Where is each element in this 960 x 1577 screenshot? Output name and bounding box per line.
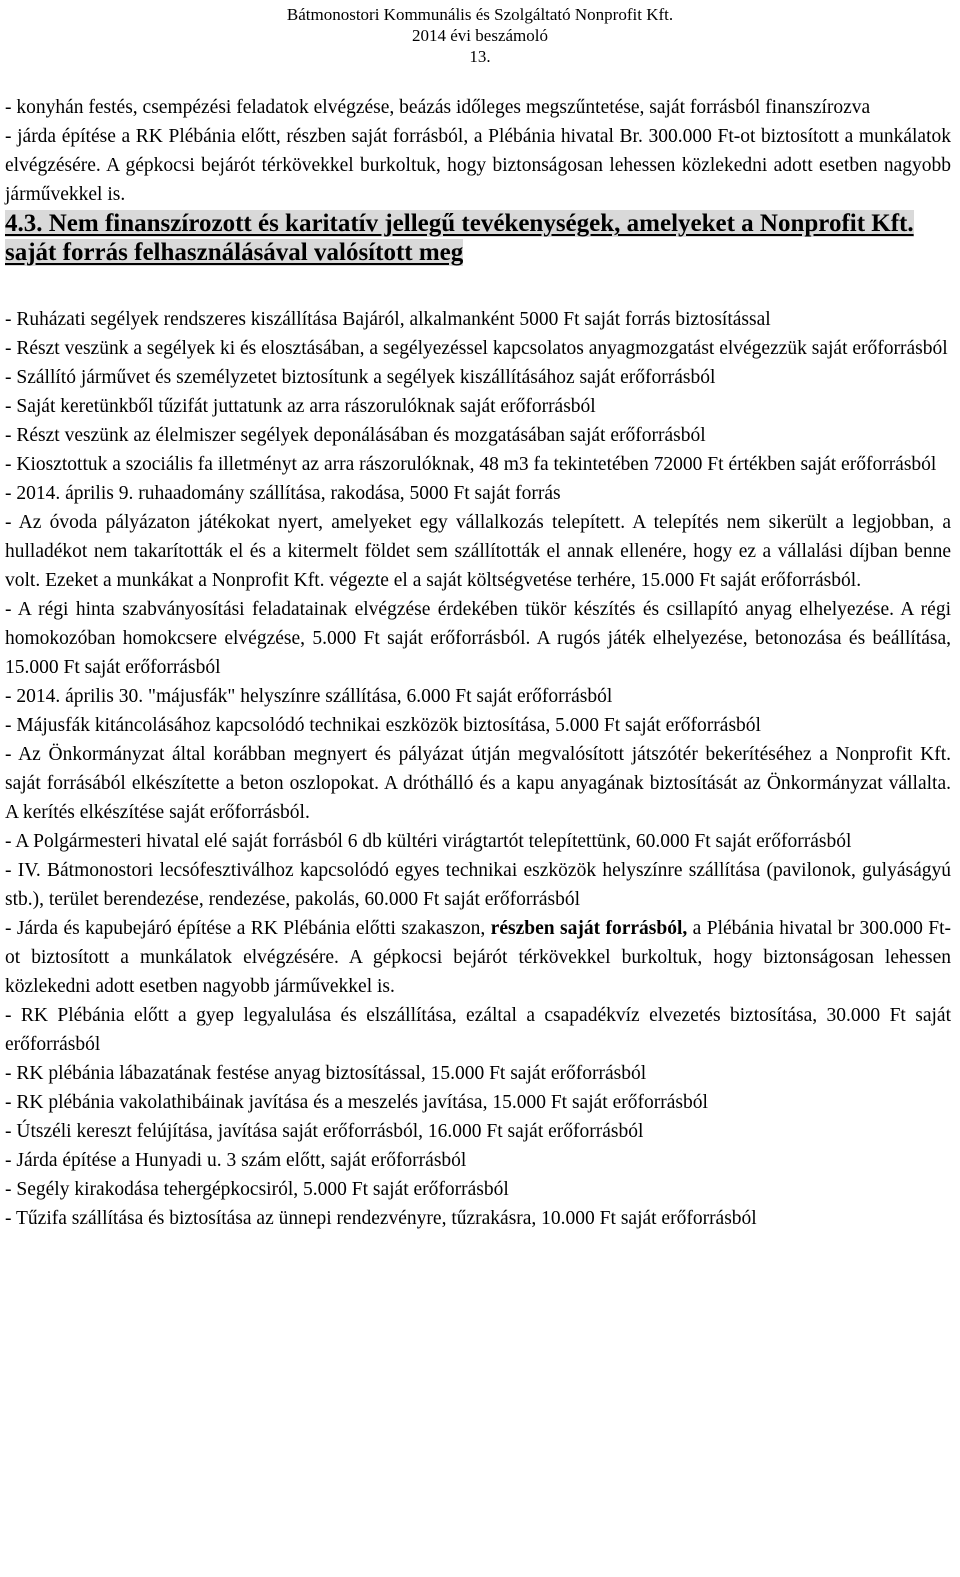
list-item: - Az Önkormányzat által korábban megnyert és pályázat útján megvalósított játszótér bekerítéséhez a Nonprofit Kft. saját forrásából elkészítette a beton oszlopokat. A dróthálló és a kapu anyagának biztosítását az Önkormányzat vállalta. A kerítés elkészítése saját erőforrásból.	[5, 744, 951, 823]
list-item: - A Polgármesteri hivatal elé saját forrásból 6 db kültéri virágtartót telepítettünk, 60.000 Ft saját erőforrásból	[5, 831, 852, 852]
page-header	[0, 4, 960, 67]
paragraph: - konyhán festés, csempézési feladatok elvégzése, beázás időleges megszűntetése, saját forrásból finanszírozva	[5, 97, 871, 118]
header-report-title: 2014 évi beszámoló	[412, 26, 548, 45]
header-company: Bátmonostori Kommunális és Szolgáltató Nonprofit Kft.	[286, 5, 674, 24]
list-item: - RK Plébánia előtt a gyep legyalulása és elszállítása, ezáltal a csapadékvíz elvezetés biztosítása, 30.000 Ft saját erőforrásból	[5, 1005, 951, 1055]
bold-phrase: részben saját forrásból,	[490, 918, 688, 939]
list-item: - Saját keretünkből tűzifát juttatunk az arra rászorulóknak saját erőforrásból	[5, 396, 596, 417]
list-item: - RK plébánia vakolathibáinak javítása és a meszelés javítása, 15.000 Ft saját erőforrásból	[5, 1092, 708, 1113]
list-item: - Az óvoda pályázaton játékokat nyert, amelyeket egy vállalkozás telepített. A telepítés nem sikerült a legjobban, a hulladékot nem takarították el és a kitermelt földet sem szállították el annak ellenére, hogy ez a vállalási díjban benne volt. Ezeket a munkákat a Nonprofit Kft. végezte el a saját költségvetése terhére, 15.000 Ft saját erőforrásból.	[5, 512, 951, 591]
document-body	[5, 93, 951, 1233]
list-item: - Tűzifa szállítása és biztosítása az ünnepi rendezvényre, tűzrakásra, 10.000 Ft saját erőforrásból	[5, 1208, 757, 1229]
list-item-text: a Plébánia hivatal br 300.000 Ft-ot biztosított a munkálatok elvégzésére. A gépkocsi bejárót térkövekkel burkoltuk, hogy biztonságosan lehessen közlekedni adott esetben nagyobb járművekkel is.	[5, 918, 951, 997]
paragraph: - járda építése a RK Plébánia előtt, részben saját forrásból, a Plébánia hivatal Br. 300.000 Ft-ot biztosított a munkálatok elvégzésére. A gépkocsi bejárót térkövekkel burkoltuk, hogy biztonságosan lehessen közlekedni adott esetben nagyobb járművekkel is.	[5, 126, 951, 205]
list-item: - Járda építése a Hunyadi u. 3 szám előtt, saját erőforrásból	[5, 1150, 467, 1171]
section-heading	[5, 209, 951, 267]
list-item: - Segély kirakodása tehergépkocsiról, 5.000 Ft saját erőforrásból	[5, 1179, 509, 1200]
list-item: - Ruházati segélyek rendszeres kiszállítása Bajáról, alkalmanként 5000 Ft saját forrás biztosítással	[5, 309, 771, 330]
list-item: - Részt veszünk az élelmiszer segélyek deponálásában és mozgatásában saját erőforrásból	[5, 425, 706, 446]
list-item: - Útszéli kereszt felújítása, javítása saját erőforrásból, 16.000 Ft saját erőforrásból	[5, 1121, 644, 1142]
list-item: - 2014. április 9. ruhaadomány szállítása, rakodása, 5000 Ft saját forrás	[5, 483, 561, 504]
list-item: - Szállító járművet és személyzetet biztosítunk a segélyek kiszállításához saját erőforrásból	[5, 367, 716, 388]
list-item: - Kiosztottuk a szociális fa illetményt az arra rászorulóknak, 48 m3 fa tekintetében 72000 Ft értékben saját erőforrásból	[5, 454, 937, 475]
list-item: - IV. Bátmonostori lecsófesztiválhoz kapcsolódó egyes technikai eszközök helyszínre szállítása (pavilonok, gulyáságyú stb.), terület berendezése, rendezése, pakolás, 60.000 Ft saját erőforrásból	[5, 860, 951, 910]
page-number: 13.	[469, 47, 491, 66]
section-heading-text: 4.3. Nem finanszírozott és karitatív jellegű tevékenységek, amelyeket a Nonprofit Kft. saját forrás felhasználásával valósított meg	[5, 210, 914, 266]
list-item-bold	[5, 914, 951, 1001]
list-item-text: - Járda és kapubejáró építése a RK Plébánia előtti szakaszon,	[5, 918, 491, 939]
list-item: - A régi hinta szabványosítási feladatainak elvégzése érdekében tükör készítés és csillapító anyag elhelyezése. A régi homokozóban homokcsere elvégzése, 5.000 Ft saját erőforrásból. A rugós játék elhelyezése, betonozása és beállítása, 15.000 Ft saját erőforrásból	[5, 599, 951, 678]
list-item: - Részt veszünk a segélyek ki és elosztásában, a segélyezéssel kapcsolatos anyagmozgatást elvégezzük saját erőforrásból	[5, 338, 948, 359]
list-item: - 2014. április 30. "májusfák" helyszínre szállítása, 6.000 Ft saját erőforrásból	[5, 686, 613, 707]
list-item: - Májusfák kitáncolásához kapcsolódó technikai eszközök biztosítása, 5.000 Ft saját erőforrásból	[5, 715, 761, 736]
spacer	[5, 267, 951, 305]
list-item: - RK plébánia lábazatának festése anyag biztosítással, 15.000 Ft saját erőforrásból	[5, 1063, 647, 1084]
